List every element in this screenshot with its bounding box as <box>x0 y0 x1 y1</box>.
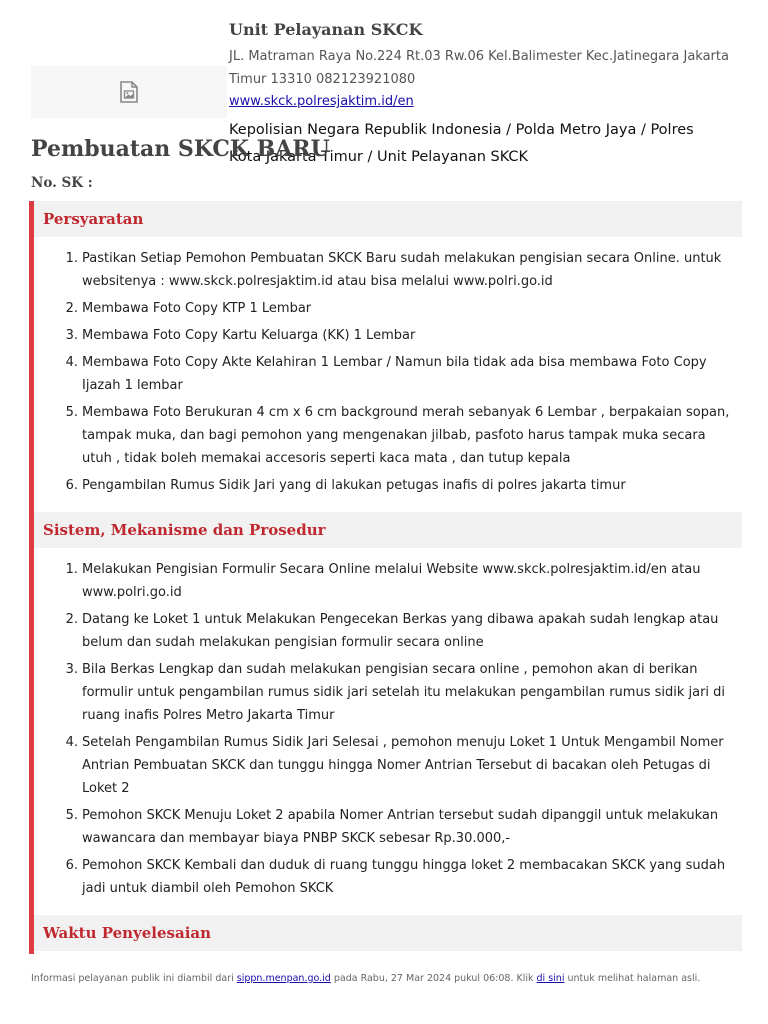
unit-address: JL. Matraman Raya No.224 Rt.03 Rw.06 Kel.Balimester Kec.Jatinegara Jakarta Timur 13310 082123921080 <box>229 49 729 87</box>
list-text: Membawa Foto Berukuran 4 cm x 6 cm background merah sebanyak 6 Lembar , berpakaian sopan, tampak muka, dan bagi pemohon yang mengenakan jilbab, pasfoto harus tampak muka secara utuh , tidak boleh memakai accesoris seperti kaca mata , dan tutup kepala <box>82 405 730 466</box>
list-text: Setelah Pengambilan Rumus Sidik Jari Selesai , pemohon menuju Loket 1 Untuk Mengambil Nomer Antrian Pembuatan SKCK dan tunggu hingga Nomer Antrian Tersebut di bacakan oleh Petugas di Loket 2 <box>82 735 724 796</box>
list-text: Pemohon SKCK Menuju Loket 2 apabila Nomer Antrian tersebut sudah dipanggil untuk melakukan wawancara dan membayar biaya PNBP SKCK sebesar Rp.30.000,- <box>82 808 719 846</box>
footer-text: untuk melihat halaman asli. <box>564 973 701 984</box>
source-link[interactable]: sippn.menpan.go.id <box>236 973 331 984</box>
page-title: Pembuatan SKCK BARU <box>31 136 330 162</box>
breadcrumb: Kepolisian Negara Republik Indonesia / Polda Metro Jaya / Polres Kota Jakarta Timur / Unit Pelayanan SKCK <box>229 122 694 165</box>
section-title-prosedur: Sistem, Mekanisme dan Prosedur <box>34 512 742 548</box>
list-text: Melakukan Pengisian Formulir Secara Online melalui Website www.skck.polresjaktim.id/en atau www.polri.go.id <box>82 562 701 600</box>
list-number: 6. <box>65 478 78 493</box>
unit-name: Unit Pelayanan SKCK <box>229 20 423 39</box>
list-item <box>65 351 742 397</box>
prosedur-list <box>34 558 742 900</box>
list-text: Pastikan Setiap Pemohon Pembuatan SKCK Baru sudah melakukan pengisian secara Online. untuk websitenya : www.skck.polresjaktim.id atau bisa melalui www.polri.go.id <box>82 251 722 289</box>
section-title-persyaratan: Persyaratan <box>34 201 742 237</box>
list-item <box>65 558 742 604</box>
list-text: Bila Berkas Lengkap dan sudah melakukan pengisian secara online , pemohon akan di berikan formulir untuk pengambilan rumus sidik jari setelah itu melakukan pengambilan rumus sidik jari di ruang inafis Polres Metro Jakarta Timur <box>82 662 726 723</box>
service-content <box>29 201 742 954</box>
list-text: Pengambilan Rumus Sidik Jari yang di lakukan petugas inafis di polres jakarta timur <box>82 478 626 493</box>
list-number: 3. <box>65 328 78 343</box>
footer-text: Informasi pelayanan publik ini diambil dari <box>31 973 237 984</box>
list-item <box>65 804 742 850</box>
list-number: 2. <box>65 612 78 627</box>
list-item <box>65 324 742 347</box>
list-number: 1. <box>65 562 78 577</box>
list-number: 5. <box>65 808 78 823</box>
list-text: Membawa Foto Copy Akte Kelahiran 1 Lembar / Namun bila tidak ada bisa membawa Foto Copy Ijazah 1 lembar <box>82 355 707 393</box>
list-text: Datang ke Loket 1 untuk Melakukan Pengecekan Berkas yang dibawa apakah sudah lengkap atau belum dan sudah melakukan pengisian formulir secara online <box>82 612 719 650</box>
list-item <box>65 854 742 900</box>
list-number: 5. <box>65 405 78 420</box>
footer-text: pada Rabu, 27 Mar 2024 pukul 06:08. Klik <box>330 973 537 984</box>
list-item <box>65 658 742 727</box>
original-page-link[interactable]: di sini <box>536 973 565 984</box>
list-item <box>65 731 742 800</box>
footer-note <box>31 973 751 984</box>
persyaratan-list <box>34 247 742 497</box>
list-item <box>65 608 742 654</box>
list-number: 1. <box>65 251 78 266</box>
list-number: 3. <box>65 662 78 677</box>
sk-number: No. SK : <box>31 175 93 191</box>
list-text: Membawa Foto Copy Kartu Keluarga (KK) 1 Lembar <box>82 328 416 343</box>
list-item <box>65 474 742 497</box>
list-item <box>65 247 742 293</box>
list-number: 4. <box>65 735 78 750</box>
list-number: 6. <box>65 858 78 873</box>
image-placeholder-icon <box>120 81 138 103</box>
list-text: Pemohon SKCK Kembali dan duduk di ruang tunggu hingga loket 2 membacakan SKCK yang sudah jadi untuk diambil oleh Pemohon SKCK <box>82 858 726 896</box>
section-title-waktu: Waktu Penyelesaian <box>34 915 742 951</box>
list-item <box>65 297 742 320</box>
list-text: Membawa Foto Copy KTP 1 Lembar <box>82 301 312 316</box>
agency-logo <box>31 66 227 118</box>
list-number: 4. <box>65 355 78 370</box>
list-number: 2. <box>65 301 78 316</box>
website-link[interactable]: www.skck.polresjaktim.id/en <box>229 94 414 109</box>
list-item <box>65 401 742 470</box>
